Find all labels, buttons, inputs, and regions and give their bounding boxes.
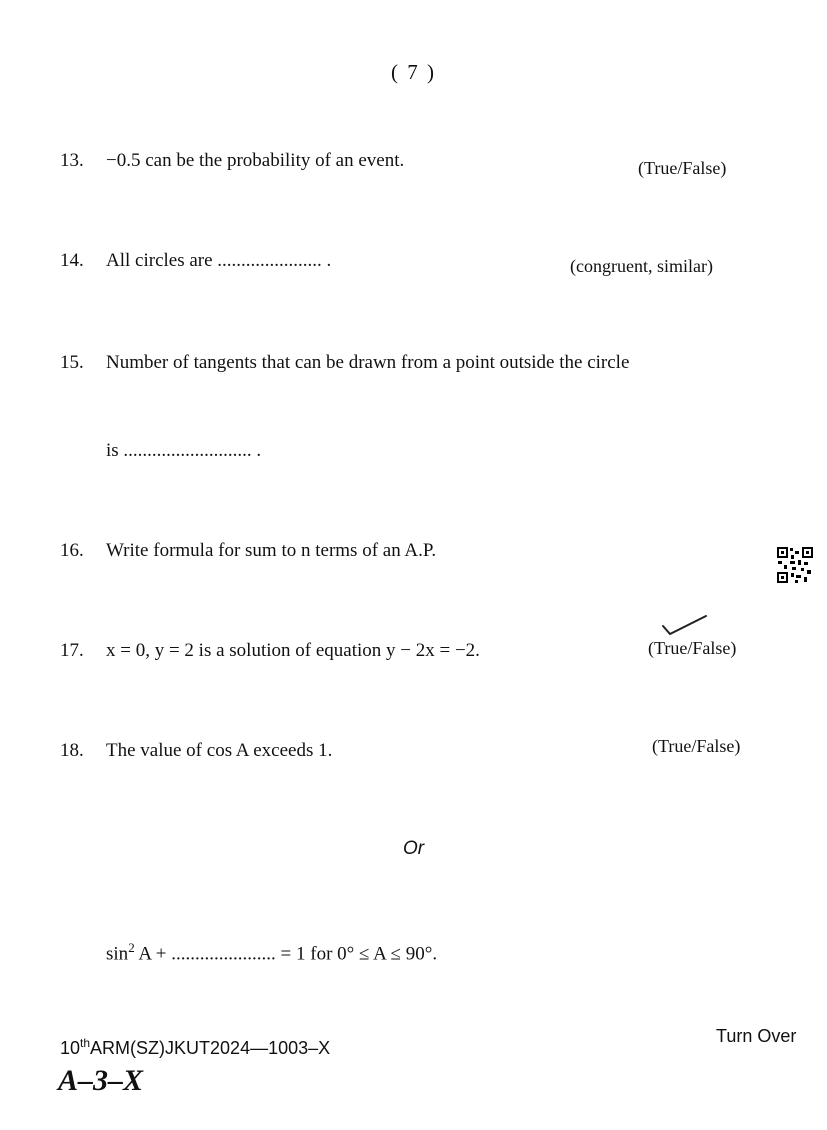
question-number: 15. bbox=[60, 352, 84, 373]
paper-id: A–3–X bbox=[58, 1064, 144, 1097]
answer-hint-13: (True/False) bbox=[638, 158, 727, 178]
paper-code: 10thARM(SZ)JKUT2024—1003–X bbox=[60, 1036, 331, 1058]
or-label: Or bbox=[402, 838, 425, 859]
answer-hint-14: (congruent, similar) bbox=[570, 256, 713, 276]
check-mark-icon bbox=[660, 612, 710, 638]
qr-code-icon bbox=[776, 546, 814, 584]
question-text: The value of cos A exceeds 1. bbox=[106, 740, 333, 761]
question-number: 17. bbox=[60, 640, 84, 661]
question-text: −0.5 can be the probability of an event. bbox=[106, 150, 405, 171]
turn-over-label: Turn Over bbox=[716, 1026, 797, 1046]
sin-label: sin bbox=[106, 943, 129, 965]
sin-exponent: 2 bbox=[128, 940, 135, 955]
question-14 bbox=[60, 250, 331, 272]
question-15-continued: is ........................... . bbox=[106, 440, 262, 461]
question-number: 18. bbox=[60, 740, 84, 761]
alternate-question bbox=[106, 940, 437, 965]
page-number: ( 7 ) bbox=[391, 60, 436, 84]
question-text: Number of tangents that can be drawn from a point outside the circle bbox=[106, 352, 630, 373]
question-text: All circles are ...................... . bbox=[106, 250, 332, 271]
answer-hint-17: (True/False) bbox=[648, 638, 737, 658]
question-18 bbox=[60, 740, 332, 762]
question-15 bbox=[60, 352, 629, 374]
answer-hint-18: (True/False) bbox=[652, 736, 741, 756]
alternate-question-text: A + ...................... = 1 for 0° ≤ A ≤ 90°. bbox=[134, 943, 438, 965]
question-number: 13. bbox=[60, 150, 84, 171]
question-16 bbox=[60, 540, 436, 562]
question-text: x = 0, y = 2 is a solution of equation y − 2x = −2. bbox=[106, 640, 480, 661]
question-text: Write formula for sum to n terms of an A.P. bbox=[106, 540, 437, 561]
question-17 bbox=[60, 640, 480, 662]
question-number: 14. bbox=[60, 250, 84, 271]
question-13 bbox=[60, 150, 404, 172]
question-number: 16. bbox=[60, 540, 84, 561]
